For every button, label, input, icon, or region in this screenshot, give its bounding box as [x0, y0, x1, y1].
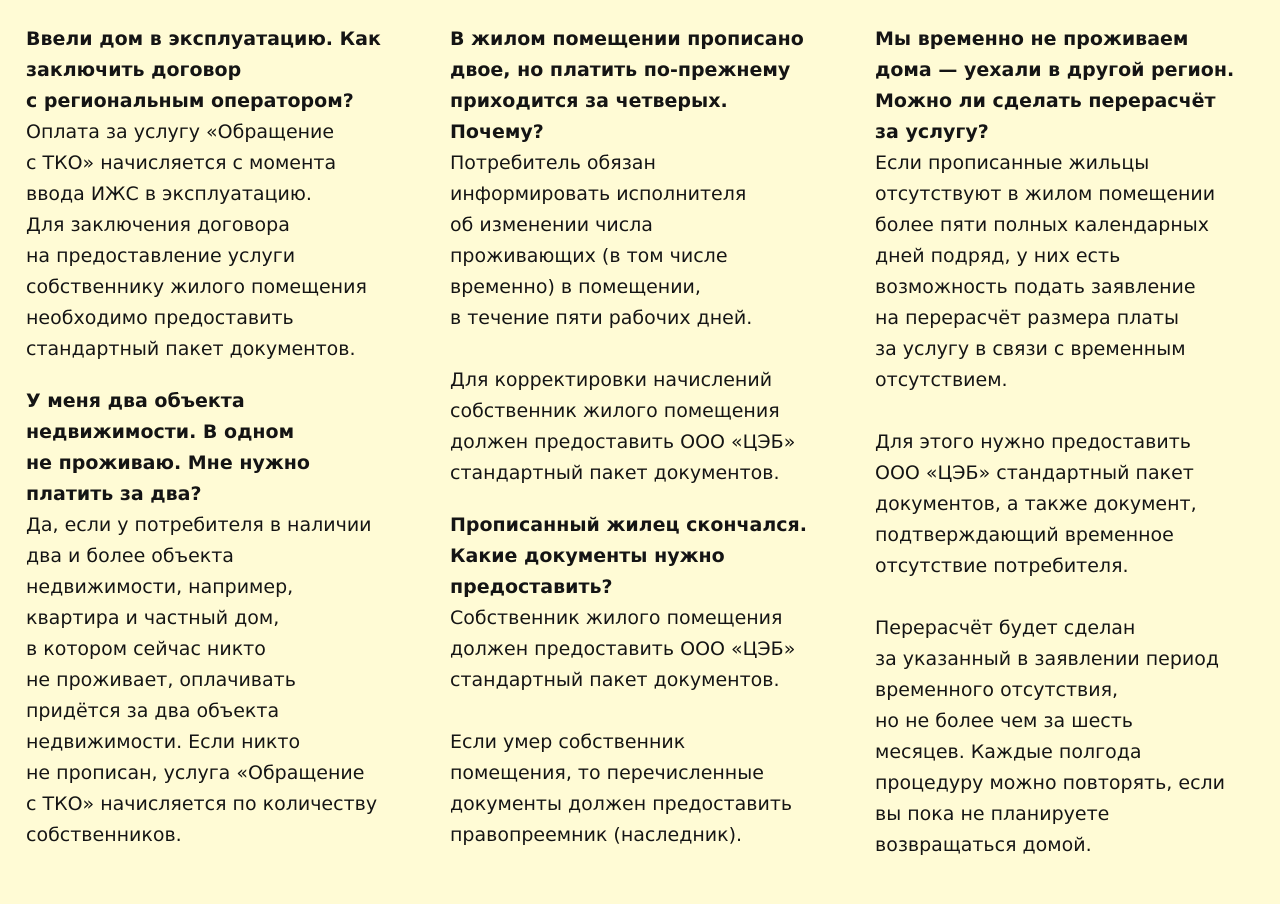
faq-question: У меня два объекта недвижимости. В одном не проживаю. Мне нужно платить за два? [26, 390, 310, 505]
faq-answer: Для этого нужно предоставить ООО «ЦЭБ» стандартный пакет документов, а также документ, подтверждающий временное отсутствие потребителя. [875, 431, 1197, 577]
faq-item-temporary-absence [875, 24, 1275, 861]
faq-column-2 [450, 24, 850, 872]
faq-answer: Если прописанные жильцы отсутствуют в жилом помещении более пяти полных календарных дней подряд, у них есть возможность подать заявление на перерасчёт размера платы за услугу в связи с временным отсутствием. [875, 152, 1216, 391]
faq-answer: Потребитель обязан информировать исполнителя об изменении числа проживающих (в том числе временно) в помещении, в течение пяти рабочих дней. [450, 152, 753, 329]
faq-answer: Если умер собственник помещения, то перечисленные документы должен предоставить правопреемник (наследник). [450, 731, 793, 846]
faq-item-deceased-resident [450, 510, 850, 851]
faq-item-two-properties [26, 386, 426, 851]
faq-question: Прописанный жилец скончался. Какие документы нужно предоставить? [450, 514, 807, 598]
faq-answer: Оплата за услугу «Обращение с ТКО» начисляется с момента ввода ИЖС в эксплуатацию. Для заключения договора на предоставление услуги собственнику жилого помещения необходимо предоставить стандартный пакет документов. [26, 121, 367, 360]
faq-column-1 [26, 24, 426, 872]
faq-question: Мы временно не проживаем дома — уехали в другой регион. Можно ли сделать перерасчёт за услугу? [875, 28, 1235, 143]
faq-question: Ввели дом в эксплуатацию. Как заключить договор с региональным оператором? [26, 28, 381, 112]
faq-column-3 [875, 24, 1275, 882]
faq-answer: Собственник жилого помещения должен предоставить ООО «ЦЭБ» стандартный пакет документов. [450, 607, 796, 691]
faq-answer: Перерасчёт будет сделан за указанный в заявлении период временного отсутствия, но не более чем за шесть месяцев. Каждые полгода процедуру можно повторять, если вы пока не планируете возвращаться домой. [875, 617, 1226, 856]
faq-answer: Для корректировки начислений собственник жилого помещения должен предоставить ООО «ЦЭБ» стандартный пакет документов. [450, 369, 796, 484]
faq-item-commissioning [26, 24, 426, 365]
faq-answer: Да, если у потребителя в наличии два и более объекта недвижимости, например, квартира и частный дом, в котором сейчас никто не проживает, оплачивать придётся за два объекта недвижимости. Если никто не прописан, услуга «Обращение с ТКО» начисляется по количеству собственников. [26, 514, 378, 846]
faq-question: В жилом помещении прописано двое, но платить по-прежнему приходится за четверых. Почему? [450, 28, 804, 143]
faq-item-registered-residents [450, 24, 850, 489]
